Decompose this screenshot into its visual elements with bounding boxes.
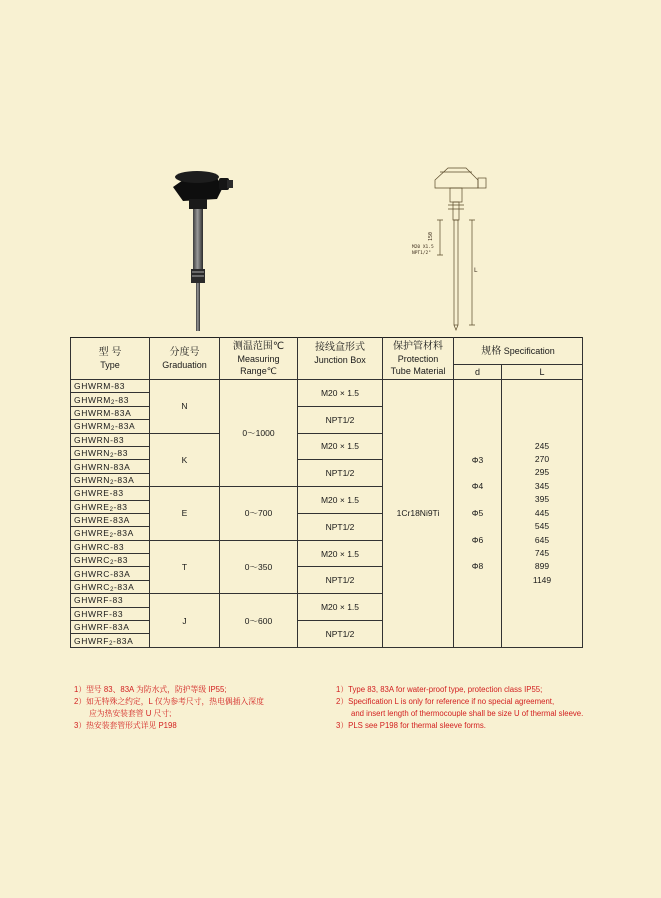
type-cell-2: GHWRM-83A	[71, 406, 150, 419]
junction-t-m20: M20 × 1.5	[298, 540, 383, 567]
note-zh-3: 3）热安装套管形式详见 P198	[74, 721, 177, 730]
range-t: 0～350	[220, 540, 298, 594]
type-cell-4: GHWRN-83	[71, 433, 150, 446]
L-value: 270	[534, 454, 550, 465]
type-cell-19: $GHWRF_2-83A$	[71, 634, 150, 647]
graduation-n: N	[150, 380, 220, 434]
protection-header: 保护管材料 Protection Tube Material	[383, 338, 454, 380]
type-cell-14: GHWRC-83A	[71, 567, 150, 580]
L-value: 545	[534, 521, 550, 532]
L-value: 1149	[532, 574, 552, 585]
note-zh-2: 2）如无特殊之约定，L 仅为参考尺寸，热电偶插入深度	[74, 697, 264, 706]
type-cell-10: GHWRE-83A	[71, 513, 150, 526]
type-cell-3: $GHWRM_2-83A$	[71, 420, 150, 433]
type-cell-0: GHWRM-83	[71, 380, 150, 393]
L-value: 245	[534, 440, 550, 451]
junction-k-m20: M20 × 1.5	[298, 433, 383, 460]
thread-label-1: M20 X1.5	[412, 245, 434, 250]
L-value: 295	[534, 467, 550, 478]
graduation-j: J	[150, 594, 220, 648]
notes-english	[336, 684, 583, 732]
d-value: Φ8	[471, 561, 484, 572]
notes-chinese	[74, 684, 264, 732]
type-cell-12: GHWRC-83	[71, 540, 150, 553]
note-zh-2b: 应为热安装套管 U 尺寸;	[89, 709, 172, 718]
range-nk: 0～1000	[220, 380, 298, 487]
spec-header: 规格 Specification	[454, 338, 583, 365]
type-cell-18: GHWRF-83A	[71, 621, 150, 634]
graduation-t: T	[150, 540, 220, 594]
dimension-drawing	[410, 160, 500, 335]
type-cell-8: GHWRE-83	[71, 487, 150, 500]
L-header: L	[502, 365, 583, 380]
spec-table	[70, 337, 583, 648]
junction-n-m20: M20 × 1.5	[298, 380, 383, 407]
d-value: Φ5	[471, 508, 484, 519]
range-e: 0～700	[220, 487, 298, 541]
type-cell-1: $GHWRM_2-83$	[71, 393, 150, 406]
type-cell-13: $GHWRC_2-83$	[71, 554, 150, 567]
graduation-k: K	[150, 433, 220, 487]
d-value: Φ3	[471, 454, 484, 465]
protection-material: 1Cr18Ni9Ti	[383, 380, 454, 648]
junction-e-npt: NPT1/2	[298, 513, 383, 540]
thermocouple-photo	[165, 165, 240, 335]
type-cell-5: $GHWRN_2-83$	[71, 446, 150, 459]
type-cell-17: GHWRF-83	[71, 607, 150, 620]
range-j: 0～600	[220, 594, 298, 648]
note-en-2b: and insert length of thermocouple shall be size U of thermal sleeve.	[351, 709, 584, 718]
d-header: d	[454, 365, 502, 380]
dim-150-label: 150	[428, 231, 434, 241]
junction-k-npt: NPT1/2	[298, 460, 383, 487]
type-header: 型 号 Type	[71, 338, 150, 380]
L-value: 445	[534, 507, 550, 518]
note-en-2: 2）Specification L is only for reference if no special agreement,	[336, 697, 555, 706]
type-cell-7: $GHWRN_2-83A$	[71, 473, 150, 486]
junction-header: 接线盒形式 Junction Box	[298, 338, 383, 380]
type-cell-6: GHWRN-83A	[71, 460, 150, 473]
range-header: 测温范围℃ Measuring Range℃	[220, 338, 298, 380]
dim-L-label: L	[474, 267, 478, 274]
L-value: 645	[534, 534, 550, 545]
type-cell-15: $GHWRC_2-83A$	[71, 580, 150, 593]
d-value: Φ4	[471, 481, 484, 492]
graduation-e: E	[150, 487, 220, 541]
type-cell-9: $GHWRE_2-83$	[71, 500, 150, 513]
L-values	[502, 380, 583, 648]
junction-e-m20: M20 × 1.5	[298, 487, 383, 514]
L-value: 745	[534, 547, 550, 558]
d-value: Φ6	[471, 534, 484, 545]
graduation-header: 分度号 Graduation	[150, 338, 220, 380]
L-value: 345	[534, 480, 550, 491]
junction-j-m20: M20 × 1.5	[298, 594, 383, 621]
L-value: 899	[534, 561, 550, 572]
junction-t-npt: NPT1/2	[298, 567, 383, 594]
type-cell-16: GHWRF-83	[71, 594, 150, 607]
note-en-1: 1）Type 83, 83A for water-proof type, protection class IP55;	[336, 685, 543, 694]
note-zh-1: 1）型号 83、83A 为防水式，防护等级 IP55;	[74, 685, 227, 694]
junction-j-npt: NPT1/2	[298, 621, 383, 648]
thread-label-2: NPT1/2"	[412, 251, 431, 256]
junction-n-npt: NPT1/2	[298, 406, 383, 433]
note-en-3: 3）PLS see P198 for thermal sleeve forms.	[336, 721, 486, 730]
type-cell-11: $GHWRE_2-83A$	[71, 527, 150, 540]
d-values	[454, 380, 502, 648]
L-value: 395	[534, 494, 550, 505]
